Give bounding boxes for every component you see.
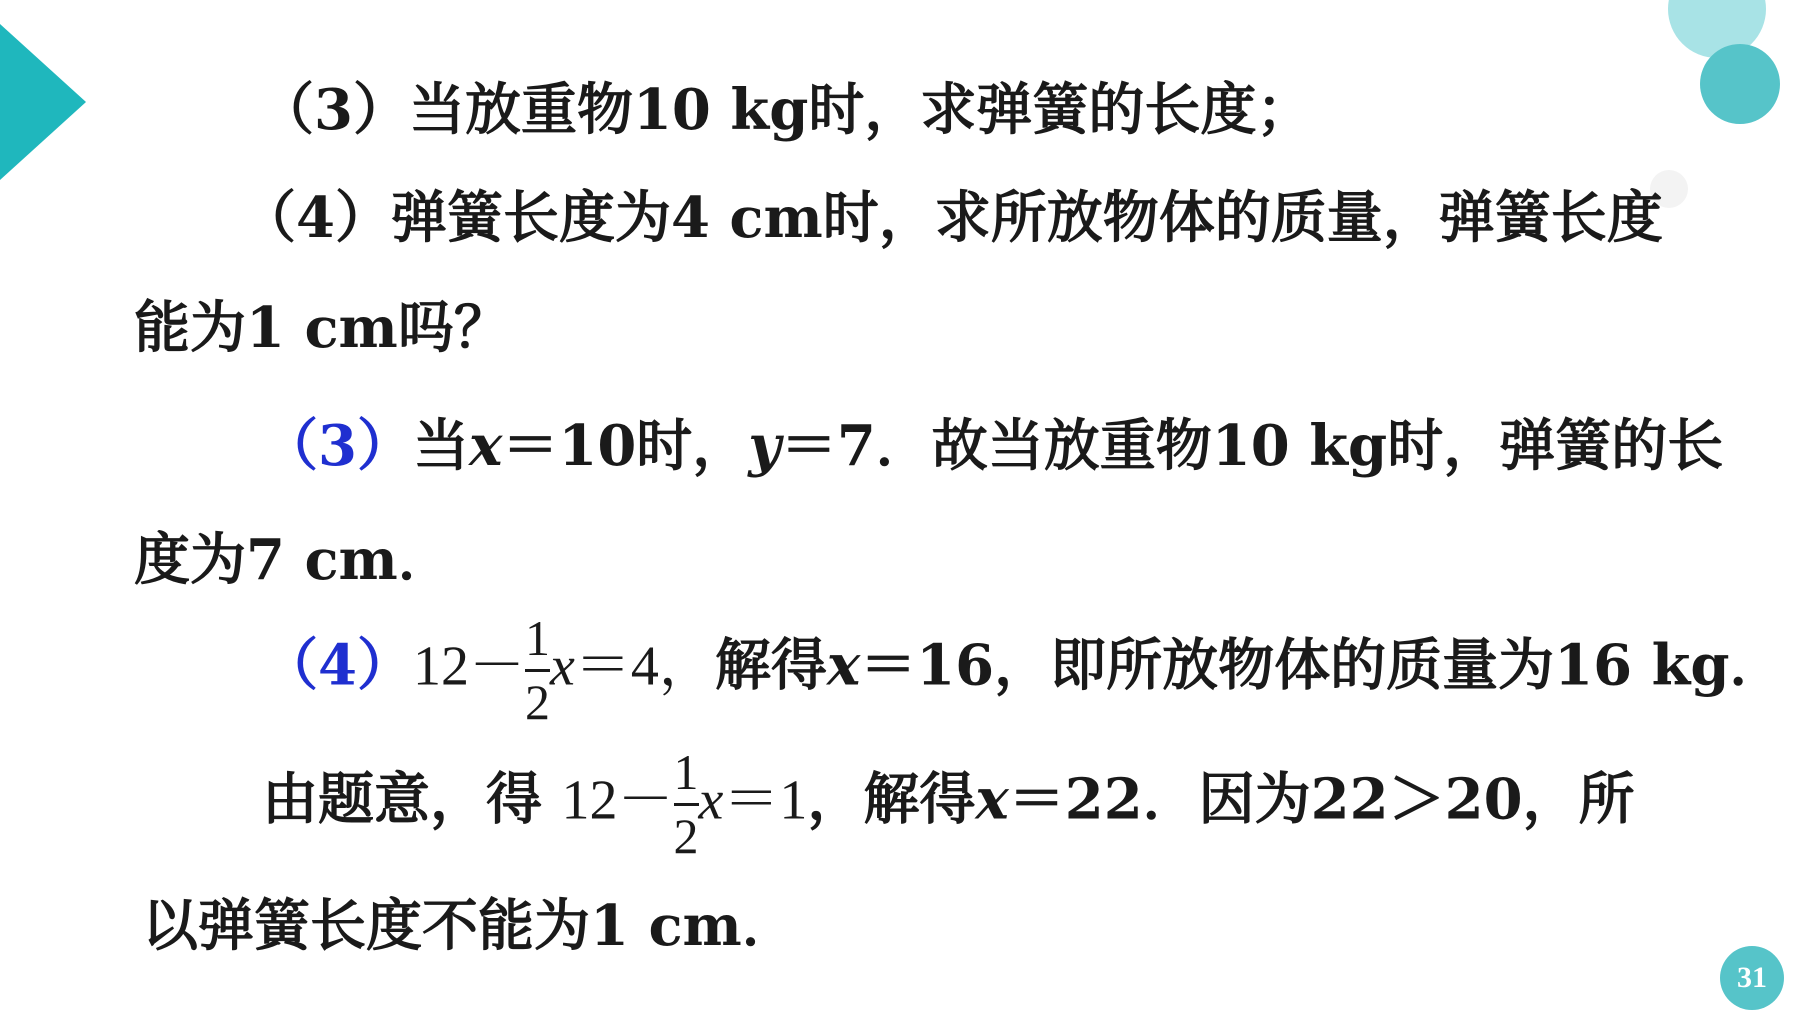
answer-4-line-2: 由题意，得 12－ $\frac{1}{2}$ x＝1，解得x＝22．因为22＞20，所 bbox=[262, 744, 1635, 864]
answer-4-line-1: （4）12－ $\frac{1}{2}$ x＝4，解得x＝16，即所放物体的质量为16 kg． bbox=[262, 610, 1786, 730]
fraction-one-half-2: $\frac{1}{2}$ bbox=[673, 744, 699, 864]
decor-circle-mid bbox=[1700, 44, 1780, 124]
question-4-line-2: 能为1 cm吗？ bbox=[134, 295, 510, 361]
answer-3-line-2: 度为7 cm． bbox=[134, 527, 454, 593]
answer-3-label: （3） bbox=[262, 413, 413, 479]
question-4-line-1: （4）弹簧长度为4 cm时，求所放物体的质量，弹簧长度 bbox=[240, 185, 1663, 251]
answer-4-label: （4） bbox=[262, 632, 413, 699]
question-3: （3）当放重物10 kg时，求弹簧的长度； bbox=[258, 77, 1313, 143]
fraction-one-half: $\frac{1}{2}$ bbox=[524, 610, 550, 730]
page-number-badge: 31 bbox=[1720, 946, 1784, 1010]
play-triangle-icon bbox=[0, 24, 86, 180]
answer-4-line-3: 以弹簧长度不能为1 cm． bbox=[142, 893, 798, 959]
answer-3-line-1: （3）当x＝10时，y＝7．故当放重物10 kg时，弹簧的长 bbox=[262, 413, 1724, 479]
